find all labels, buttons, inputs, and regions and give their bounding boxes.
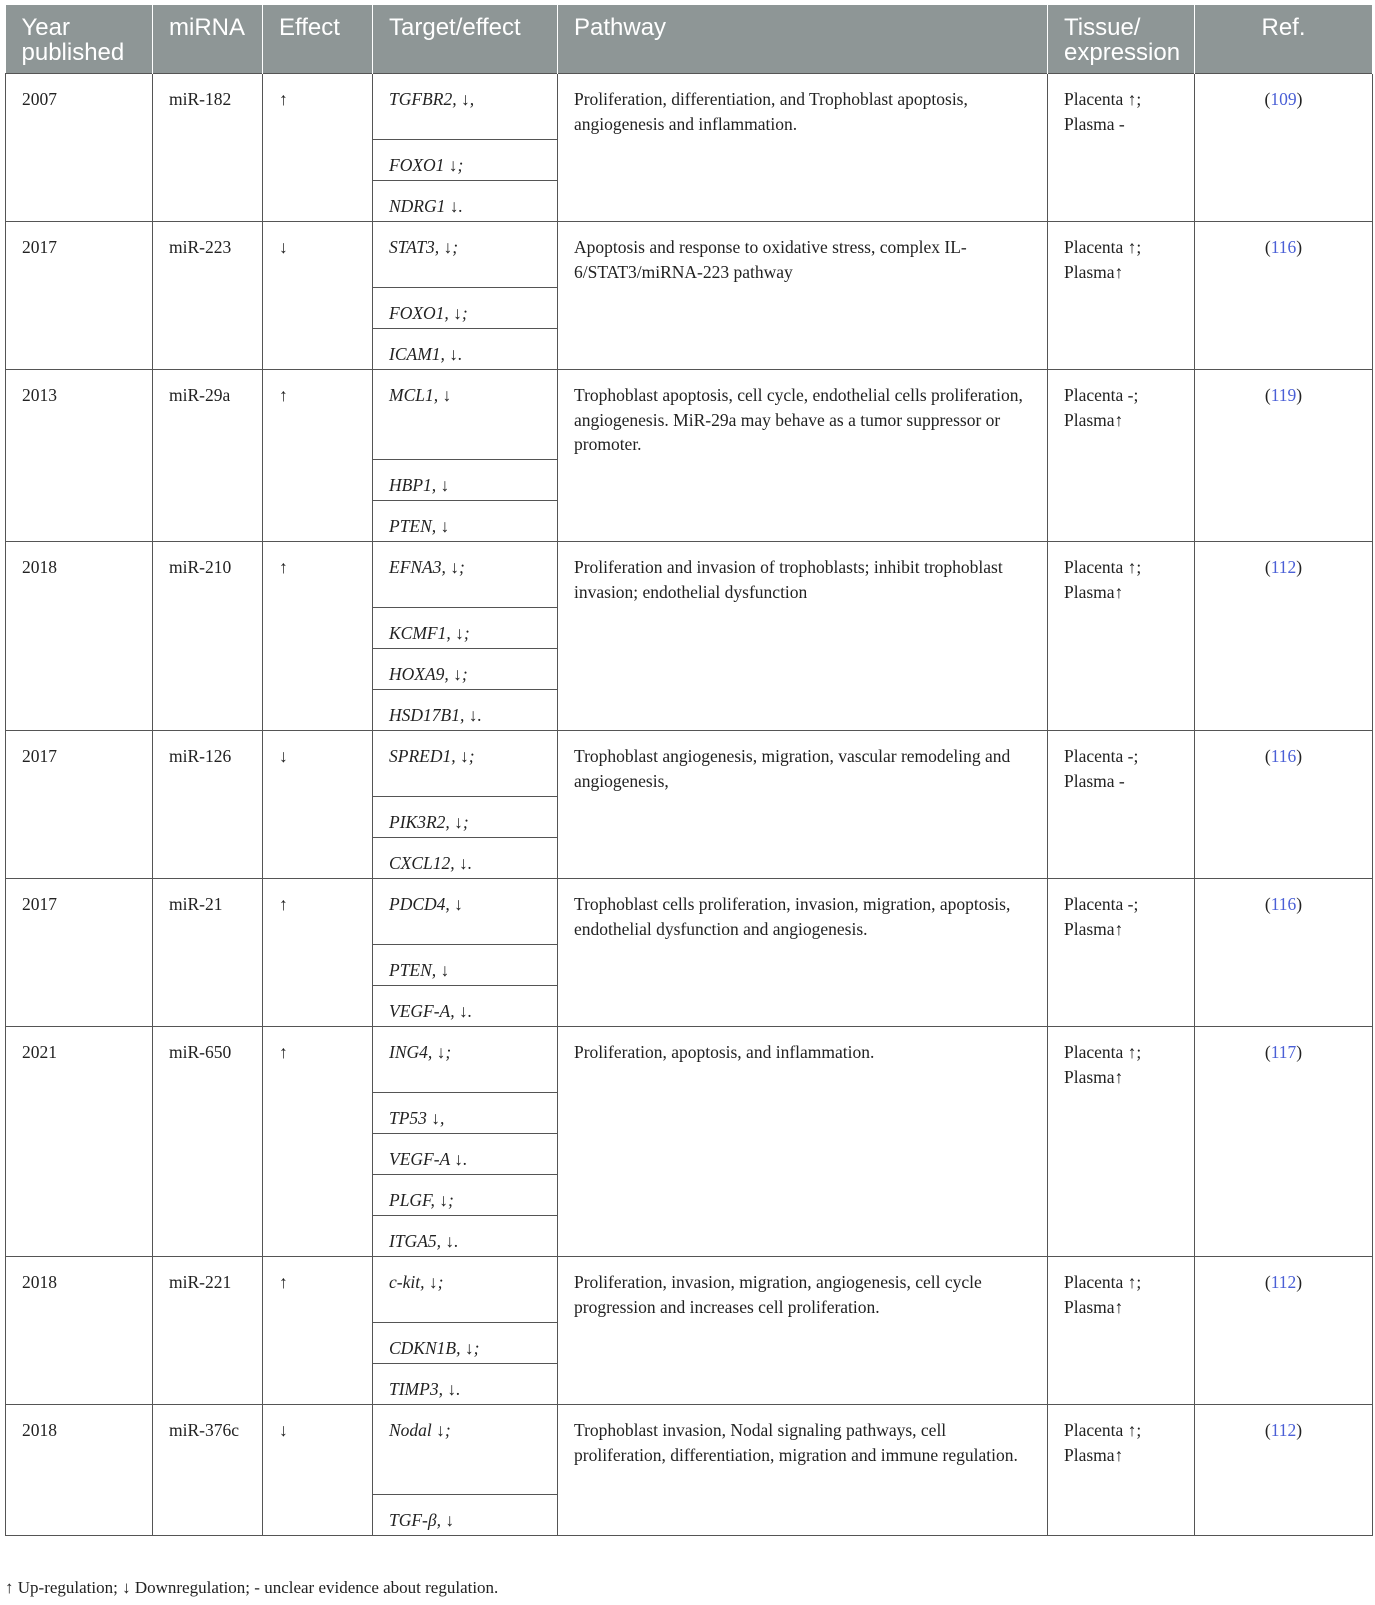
ref-cell: (117) <box>1195 1027 1373 1257</box>
mirna-cell: miR-650 <box>153 1027 263 1257</box>
ref-link[interactable]: 109 <box>1270 89 1297 109</box>
ref-cell: (112) <box>1195 1405 1373 1536</box>
target-cell: TP53 ↓, <box>373 1093 558 1134</box>
ref-cell: (109) <box>1195 74 1373 222</box>
mirna-cell: miR-29a <box>153 370 263 542</box>
table-row <box>6 731 1373 797</box>
mirna-cell: miR-376c <box>153 1405 263 1536</box>
table-row <box>6 1257 1373 1323</box>
mirna-cell: miR-221 <box>153 1257 263 1405</box>
pathway-cell: Trophoblast angiogenesis, migration, vascular remodeling and angiogenesis, <box>558 731 1048 879</box>
target-cell: NDRG1 ↓. <box>373 181 558 222</box>
year-cell: 2018 <box>6 542 153 731</box>
table-row <box>6 74 1373 140</box>
effect-cell: ↑ <box>263 370 373 542</box>
year-cell: 2018 <box>6 1405 153 1536</box>
target-cell: TGF-β, ↓ <box>373 1495 558 1536</box>
effect-cell: ↓ <box>263 222 373 370</box>
ref-link[interactable]: 112 <box>1270 1272 1297 1292</box>
year-cell: 2017 <box>6 222 153 370</box>
ref-cell: (116) <box>1195 879 1373 1027</box>
mirna-table <box>5 5 1373 1536</box>
year-cell: 2007 <box>6 74 153 222</box>
target-cell: CXCL12, ↓. <box>373 838 558 879</box>
effect-cell: ↑ <box>263 1257 373 1405</box>
tissue-cell: Placenta ↑; Plasma - <box>1048 74 1195 222</box>
ref-cell: (116) <box>1195 222 1373 370</box>
table-row <box>6 542 1373 608</box>
table-row <box>6 370 1373 460</box>
target-cell: STAT3, ↓; <box>373 222 558 288</box>
header-year: Year published <box>6 5 153 74</box>
tissue-cell: Placenta -; Plasma↑ <box>1048 879 1195 1027</box>
mirna-cell: miR-223 <box>153 222 263 370</box>
table-footnote: ↑ Up-regulation; ↓ Downregulation; - unclear evidence about regulation. <box>5 1578 499 1597</box>
target-cell: HSD17B1, ↓. <box>373 690 558 731</box>
target-cell: SPRED1, ↓; <box>373 731 558 797</box>
tissue-cell: Placenta ↑; Plasma↑ <box>1048 222 1195 370</box>
header-tissue: Tissue/ expression <box>1048 5 1195 74</box>
year-cell: 2021 <box>6 1027 153 1257</box>
tissue-cell: Placenta ↑; Plasma↑ <box>1048 542 1195 731</box>
table-row <box>6 222 1373 288</box>
effect-cell: ↓ <box>263 731 373 879</box>
pathway-cell: Proliferation, apoptosis, and inflammation. <box>558 1027 1048 1257</box>
target-cell: PTEN, ↓ <box>373 501 558 542</box>
year-cell: 2017 <box>6 731 153 879</box>
header-ref: Ref. <box>1195 5 1373 74</box>
tissue-cell: Placenta ↑; Plasma↑ <box>1048 1027 1195 1257</box>
pathway-cell: Apoptosis and response to oxidative stress, complex IL-6/STAT3/miRNA-223 pathway <box>558 222 1048 370</box>
pathway-cell: Proliferation and invasion of trophoblasts; inhibit trophoblast invasion; endothelial dysfunction <box>558 542 1048 731</box>
header-pathway: Pathway <box>558 5 1048 74</box>
pathway-cell: Proliferation, invasion, migration, angiogenesis, cell cycle progression and increases cell proliferation. <box>558 1257 1048 1405</box>
mirna-cell: miR-210 <box>153 542 263 731</box>
mirna-table-container <box>5 5 1372 1536</box>
ref-cell: (116) <box>1195 731 1373 879</box>
target-cell: MCL1, ↓ <box>373 370 558 460</box>
effect-cell: ↑ <box>263 542 373 731</box>
target-cell: VEGF-A ↓. <box>373 1134 558 1175</box>
target-cell: PIK3R2, ↓; <box>373 797 558 838</box>
target-cell: KCMF1, ↓; <box>373 608 558 649</box>
ref-link[interactable]: 119 <box>1270 385 1297 405</box>
ref-link[interactable]: 117 <box>1270 1042 1297 1062</box>
target-cell: VEGF-A, ↓. <box>373 986 558 1027</box>
mirna-cell: miR-126 <box>153 731 263 879</box>
table-row <box>6 1027 1373 1093</box>
pathway-cell: Proliferation, differentiation, and Trophoblast apoptosis, angiogenesis and inflammation. <box>558 74 1048 222</box>
header-mirna: miRNA <box>153 5 263 74</box>
ref-link[interactable]: 116 <box>1270 894 1297 914</box>
ref-link[interactable]: 116 <box>1270 237 1297 257</box>
tissue-cell: Placenta ↑; Plasma↑ <box>1048 1405 1195 1536</box>
target-cell: ING4, ↓; <box>373 1027 558 1093</box>
target-cell: FOXO1, ↓; <box>373 288 558 329</box>
target-cell: TIMP3, ↓. <box>373 1364 558 1405</box>
target-cell: EFNA3, ↓; <box>373 542 558 608</box>
ref-link[interactable]: 112 <box>1270 557 1297 577</box>
target-cell: CDKN1B, ↓; <box>373 1323 558 1364</box>
pathway-cell: Trophoblast cells proliferation, invasion, migration, apoptosis, endothelial dysfunction and angiogenesis. <box>558 879 1048 1027</box>
effect-cell: ↑ <box>263 74 373 222</box>
target-cell: HOXA9, ↓; <box>373 649 558 690</box>
ref-cell: (119) <box>1195 370 1373 542</box>
pathway-cell: Trophoblast invasion, Nodal signaling pathways, cell proliferation, differentiation, migration and immune regulation. <box>558 1405 1048 1536</box>
table-row <box>6 879 1373 945</box>
target-cell: PTEN, ↓ <box>373 945 558 986</box>
ref-link[interactable]: 116 <box>1270 746 1297 766</box>
target-cell: HBP1, ↓ <box>373 460 558 501</box>
target-cell: ITGA5, ↓. <box>373 1216 558 1257</box>
tissue-cell: Placenta -; Plasma↑ <box>1048 370 1195 542</box>
mirna-cell: miR-182 <box>153 74 263 222</box>
year-cell: 2018 <box>6 1257 153 1405</box>
ref-cell: (112) <box>1195 542 1373 731</box>
ref-link[interactable]: 112 <box>1270 1420 1297 1440</box>
table-row <box>6 1405 1373 1495</box>
target-cell: PDCD4, ↓ <box>373 879 558 945</box>
mirna-cell: miR-21 <box>153 879 263 1027</box>
tissue-cell: Placenta -; Plasma - <box>1048 731 1195 879</box>
pathway-cell: Trophoblast apoptosis, cell cycle, endothelial cells proliferation, angiogenesis. MiR-29a may behave as a tumor suppressor or promoter. <box>558 370 1048 542</box>
year-cell: 2017 <box>6 879 153 1027</box>
ref-cell: (112) <box>1195 1257 1373 1405</box>
effect-cell: ↑ <box>263 1027 373 1257</box>
header-target: Target/effect <box>373 5 558 74</box>
target-cell: TGFBR2, ↓, <box>373 74 558 140</box>
effect-cell: ↑ <box>263 879 373 1027</box>
header-effect: Effect <box>263 5 373 74</box>
target-cell: FOXO1 ↓; <box>373 140 558 181</box>
target-cell: ICAM1, ↓. <box>373 329 558 370</box>
tissue-cell: Placenta ↑; Plasma↑ <box>1048 1257 1195 1405</box>
header-row <box>6 5 1373 74</box>
effect-cell: ↓ <box>263 1405 373 1536</box>
target-cell: PLGF, ↓; <box>373 1175 558 1216</box>
target-cell: Nodal ↓; <box>373 1405 558 1495</box>
year-cell: 2013 <box>6 370 153 542</box>
target-cell: c-kit, ↓; <box>373 1257 558 1323</box>
